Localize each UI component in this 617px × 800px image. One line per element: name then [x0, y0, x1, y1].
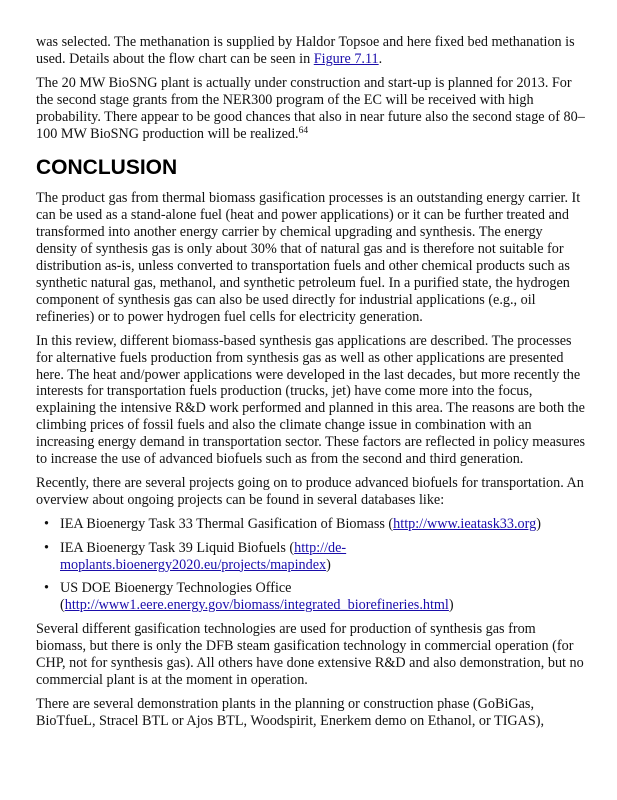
list-item-tail: ) — [448, 597, 454, 614]
database-list — [36, 516, 586, 615]
list-item-tail: ) — [536, 515, 541, 532]
footnote-ref[interactable]: 64 — [298, 125, 309, 136]
paragraph-text: The 20 MW BioSNG plant is actually under construction and start-up is planned for 2013. For the second stage grants from the NER300 program of the EC will be received with high probability. There appear to be good chances that also in near future also the second stage of 80–100 MW BioSNG production will be realized. — [36, 74, 585, 142]
doe-biorefineries-link[interactable]: http://www1.eere.energy.gov/biomass/integrated_biorefineries.html — [64, 597, 449, 614]
bullet-icon: • — [44, 515, 49, 532]
paragraph-review: In this review, different biomass-based synthesis gas applications are described. The processes for alternative fuels production from synthesis gas as well as other applications are presented here. The heat and/power applications were developed in the last decades, but more recently the interests for transportation fuels production (trucks, jet) have come more into the focus, explaining the intensive R&D work performed and planned in this area. The reasons are both the climbing prices of fossil fuels and also the climate change issue in combination with an increasing energy demand in transportation sector. These factors are reflected in policy measures to increase the use of advanced biofuels such as from the second and third generation. — [36, 332, 586, 468]
list-item-text: IEA Bioenergy Task 33 Thermal Gasification of Biomass ( — [60, 515, 394, 532]
paragraph-methanation — [36, 34, 586, 68]
ieatask33-link[interactable]: http://www.ieatask33.org — [393, 515, 537, 532]
list-item-text: IEA Bioenergy Task 39 Liquid Biofuels ( — [60, 539, 295, 556]
list-item-tail: ) — [326, 556, 331, 573]
list-item — [44, 539, 586, 574]
paragraph-biosng-plant — [36, 75, 586, 143]
list-item-text: US DOE Bioenergy Technologies Office ( — [60, 580, 292, 614]
paragraph-projects: Recently, there are several projects going on to produce advanced biofuels for transportation. An overview about ongoing projects can be found in several databases like: — [36, 474, 584, 508]
figure-link[interactable]: Figure 7.11 — [313, 50, 379, 67]
paragraph-technologies: Several different gasification technologies are used for production of synthesis gas from biomass, but there is only the DFB steam gasification technology in commercial operation (for CHP, not for synthesis gas). All others have done extensive R&D and also demonstration, but no commercial plant is at the moment in operation. — [36, 621, 584, 688]
bullet-icon: • — [44, 580, 49, 597]
demoplants-link[interactable]: http://de-moplants.bioenergy2020.eu/projects/mapindex — [60, 539, 347, 573]
paragraph-text: was selected. The methanation is supplied by Haldor Topsoe and here fixed bed methanation is used. Details about the flow chart can be seen in — [36, 34, 575, 67]
bullet-icon: • — [44, 539, 49, 556]
list-item — [44, 515, 586, 533]
list-item — [44, 580, 586, 614]
document-page — [36, 34, 586, 737]
paragraph-demonstration: There are several demonstration plants in the planning or construction phase (GoBiGas, BioTfueL, Stracel BTL or Ajos BTL, Woodspirit, Enerkem demo on Ethanol, or TIGAS), — [36, 695, 545, 729]
paragraph-product-gas: The product gas from thermal biomass gasification processes is an outstanding energy carrier. It can be used as a stand-alone fuel (heat and power applications) or it can be further treated and transformed into another energy carrier by chemical upgrading and synthesis. The energy density of synthesis gas is only about 30% that of natural gas and is therefore not suitable for distribution as-is, unless converted to transportation fuels and other chemical products such as synthetic natural gas, methanol, and synthetic petroleum fuel. In a purified state, the hydrogen component of synthesis gas can also be used directly for industrial applications (e.g., oil refineries) or to power hydrogen fuel cells for electricity generation. — [36, 190, 581, 325]
paragraph-tail: . — [378, 50, 383, 67]
section-heading: CONCLUSION — [36, 156, 178, 180]
